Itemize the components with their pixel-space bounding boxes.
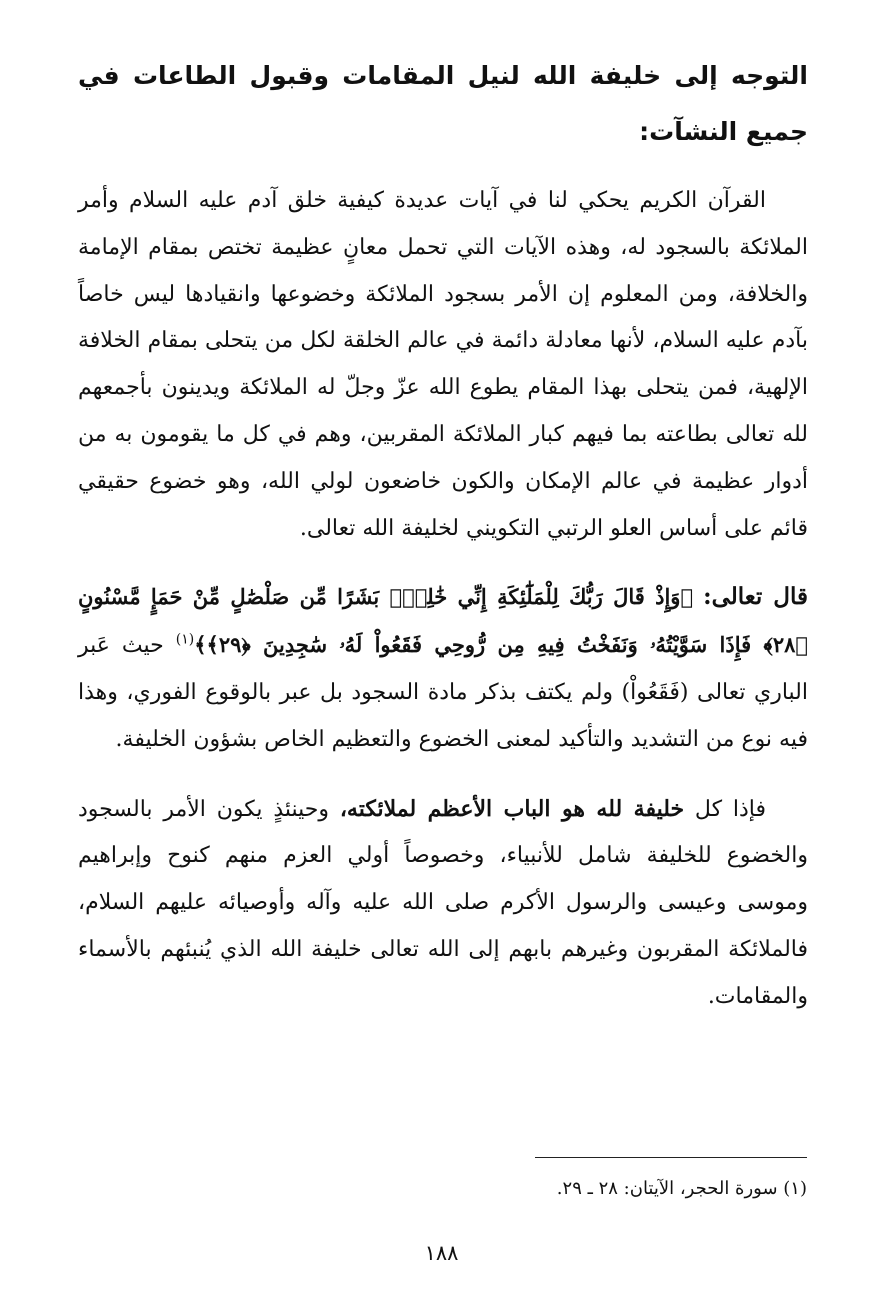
paragraph-2-text: حيث عَبر الباري تعالى (فَقَعُواْ) ولم يكتف بذكر مادة السجود بل عبر بالوقوع الفوري، وهذا فيه نوع من التشديد والتأكيد لمعنى الخضوع والتعظيم الخاص بشؤون الخليفة. bbox=[78, 633, 808, 752]
paragraph-2 bbox=[78, 574, 808, 763]
page-body bbox=[78, 48, 808, 1021]
paragraph-3-emphasis: خليفة لله هو الباب الأعظم لملائكته، bbox=[339, 795, 685, 822]
paragraph-3-text: وحينئذٍ يكون الأمر بالسجود والخضوع للخليفة شامل للأنبياء، وخصوصاً أولي العزم منهم كنوح وإبراهيم وموسى وعيسى والرسول الأكرم صلى الله عليه وآله وأوصيائه عليهم السلام، فالملائكة المقربون وغيرهم بابهم إلى الله تعالى خليفة الله الذي يُنبئهم بالأسماء والمقامات. bbox=[78, 796, 808, 1009]
quran-verse: ﴿وَإِذْ قَالَ رَبُّكَ لِلْمَلَٰٓئِكَةِ إِنِّي خَٰلِقٌۢ بَشَرًا مِّن صَلْصَٰلٍ مِّنْ حَمَإٍ مَّسْنُونٍ ﴿٢٨﴾ فَإِذَا سَوَّيْتُهُۥ وَنَفَخْتُ فِيهِ مِن رُّوحِي فَقَعُواْ لَهُۥ سَٰجِدِينَ ﴿٢٩﴾﴾ bbox=[78, 584, 808, 658]
footnote-divider bbox=[535, 1157, 807, 1158]
paragraph-3-start: فإذا كل bbox=[694, 796, 766, 822]
verse-intro: قال تعالى: bbox=[703, 583, 808, 611]
paragraph-3 bbox=[78, 786, 808, 1021]
footnote: (١) سورة الحجر، الآيتان: ٢٨ ـ ٢٩. bbox=[556, 1178, 807, 1199]
footnote-marker: (١) bbox=[175, 631, 195, 648]
paragraph-1 bbox=[78, 178, 808, 552]
paragraph-1-text: القرآن الكريم يحكي لنا في آيات عديدة كيفية خلق آدم عليه السلام وأمر الملائكة بالسجود له، وهذه الآيات التي تحمل معانٍ عظيمة تختص بمقام الإمامة والخلافة، ومن المعلوم إن الأمر بسجود الملائكة وخضوعها وانقيادها ليس خاصاً بآدم عليه السلام، لأنها معادلة دائمة في عالم الخلقة لكل من يتحلى بمقام الخلافة الإلهية، فمن يتحلى بهذا المقام يطوع الله عزّ وجلّ له الملائكة ويدينون بأجمعهم لله تعالى بطاعته بما فيهم كبار الملائكة المقربين، وهم في كل ما يقومون به من أدوار عظيمة في عالم الإمكان والكون خاضعون لولي الله، وهو خضوع حقيقي قائم على أساس العلو الرتبي التكويني لخليفة الله تعالى. bbox=[78, 188, 808, 541]
section-heading: التوجه إلى خليفة الله لنيل المقامات وقبول الطاعات في جميع النشآت: bbox=[78, 61, 808, 146]
page-number: ١٨٨ bbox=[424, 1241, 459, 1265]
